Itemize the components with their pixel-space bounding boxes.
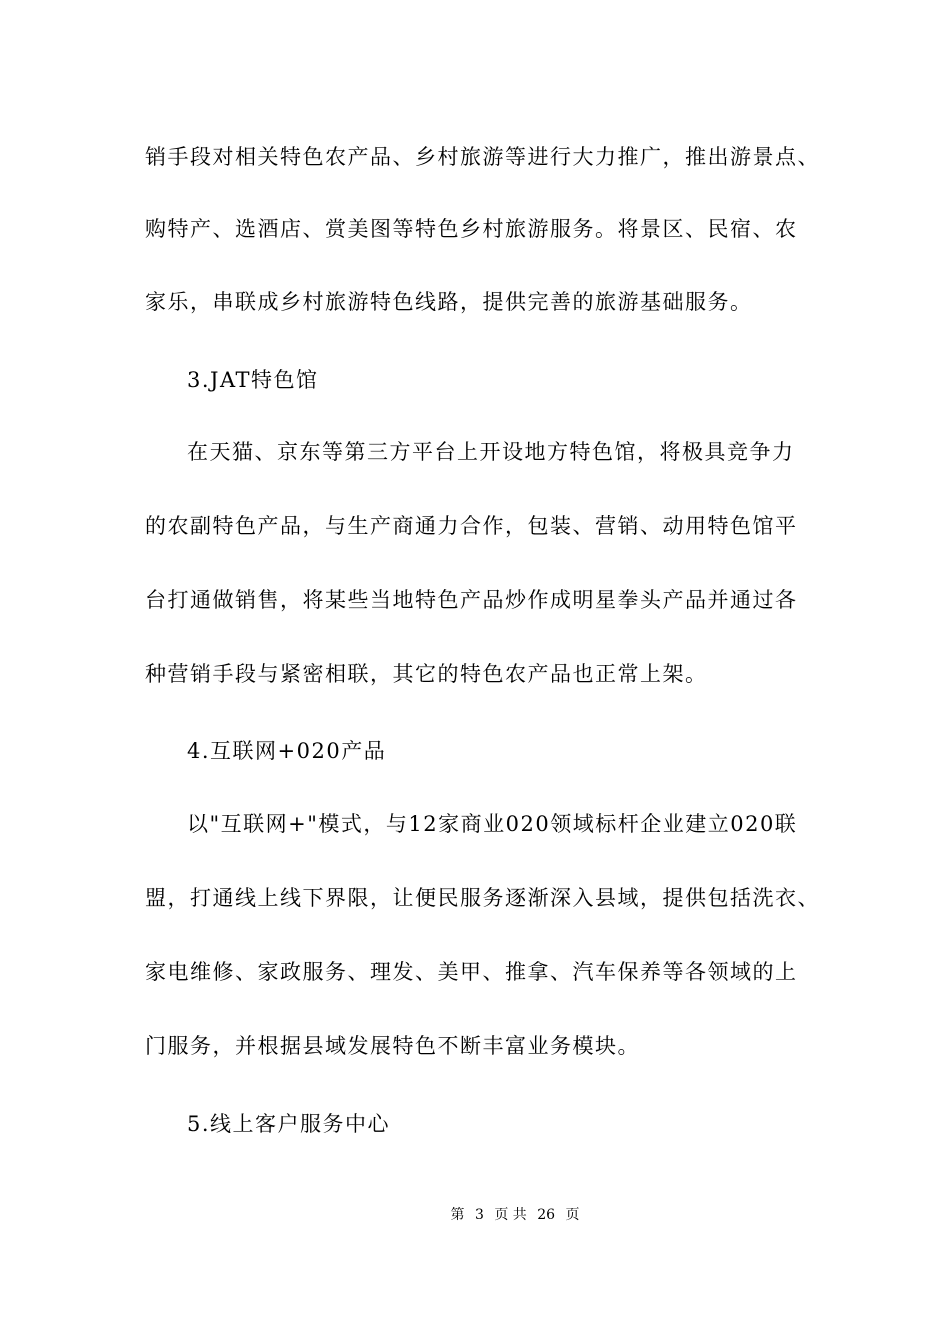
paragraph-line: 种营销手段与紧密相联，其它的特色农产品也正常上架。 [145,662,708,686]
paragraph-line: 在天猫、京东等第三方平台上开设地方特色馆，将极具竞争力 [187,440,795,464]
paragraph-line: 销手段对相关特色农产品、乡村旅游等进行大力推广，推出游景点、 [145,145,820,169]
paragraph-line: 购特产、选酒店、赏美图等特色乡村旅游服务。将景区、民宿、农 [145,217,798,241]
section-heading: 3.JAT特色馆 [187,368,319,392]
paragraph-line: 的农副特色产品，与生产商通力合作，包装、营销、动用特色馆平 [145,514,798,538]
footer-mid: 页 共 [494,1207,527,1223]
page-footer [0,1205,950,1225]
section-heading: 4.互联网+020产品 [187,739,387,763]
footer-suffix: 页 [565,1207,580,1223]
paragraph-line: 家乐，串联成乡村旅游特色线路，提供完善的旅游基础服务。 [145,290,753,314]
paragraph-line: 以"互联网+"模式，与12家商业020领域标杆企业建立020联 [187,812,798,836]
paragraph-line: 门服务，并根据县域发展特色不断丰富业务模块。 [145,1034,640,1058]
paragraph-line: 盟，打通线上线下界限，让便民服务逐渐深入县域，提供包括洗衣、 [145,886,820,910]
footer-current-page: 3 [474,1207,484,1223]
paragraph-line: 家电维修、家政服务、理发、美甲、推拿、汽车保养等各领域的上 [145,960,798,984]
footer-total-pages: 26 [537,1207,556,1223]
paragraph-line: 台打通做销售，将某些当地特色产品炒作成明星拳头产品并通过各 [145,588,798,612]
footer-prefix: 第 [450,1207,465,1223]
section-heading: 5.线上客户服务中心 [187,1112,391,1136]
